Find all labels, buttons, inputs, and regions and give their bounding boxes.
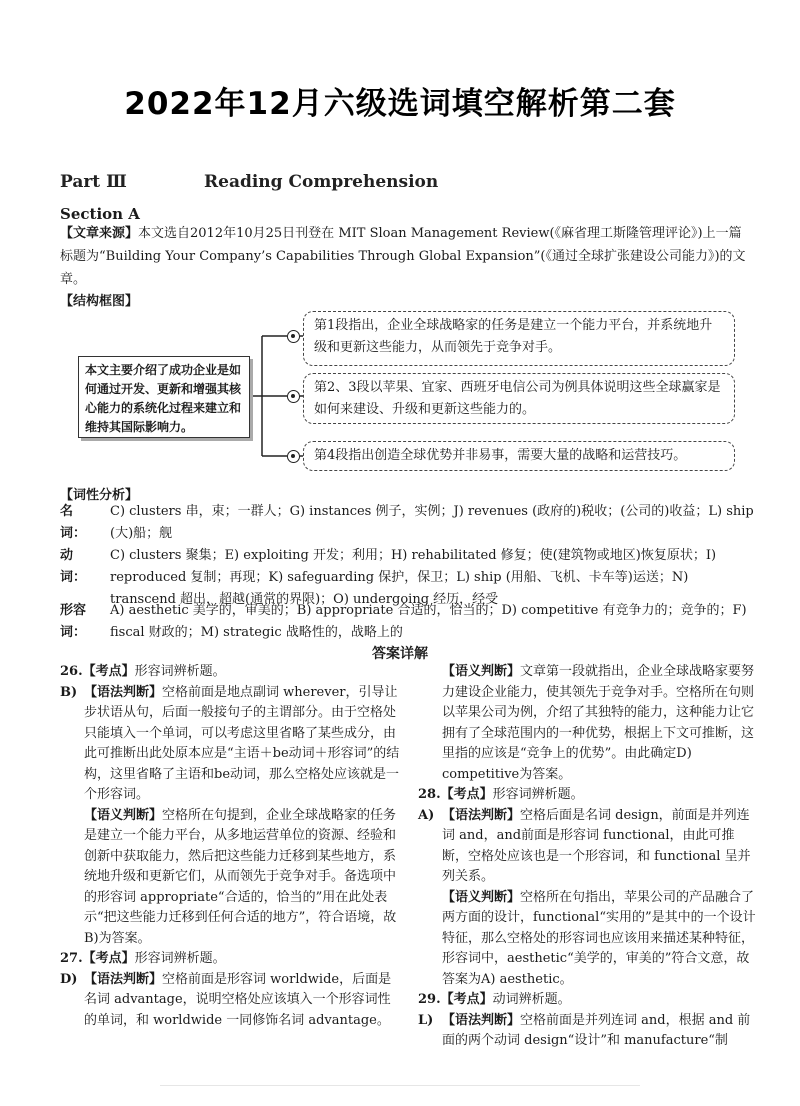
q26-kd-text: 形容词辨析题。 — [134, 664, 226, 679]
structure-branch-2: 第2、3段以苹果、宜家、西班牙电信公司为例具体说明这些全球赢家是如何来建设、升级和更新这些能力的。 — [303, 373, 735, 424]
answers-heading: 答案详解 — [372, 646, 428, 662]
bullet-icon — [287, 390, 300, 403]
pos-adj-text: A) aesthetic 美学的，审美的；B) appropriate 合适的，恰当的；D) competitive 有竞争力的；竞争的；F) fiscal 财政的；M) strategic 战略性的，战略上的 — [110, 603, 747, 640]
pos-verb-head: 动 词： — [60, 548, 87, 585]
structure-branch-3: 第4段指出创造全球优势并非易事，需要大量的战略和运营技巧。 — [303, 441, 735, 471]
q29-letter: L) — [418, 1012, 434, 1028]
q26-grammar — [60, 683, 400, 806]
source-text: 本文选自2012年10月25日刊登在 MIT Sloan Management Review(《麻省理工斯隆管理评论》)上一篇标题为“Building Your Company’s Capabilities Through Global Expansion”(《通过全球扩张建设公司能力》)的文章。 — [60, 226, 746, 287]
answers-column-left — [60, 662, 400, 1031]
bullet-icon — [287, 450, 300, 463]
q26-grammar-text: 空格前面是地点副词 wherever，引导让步状语从句，后面一般接句子的主谓部分。由于空格处只能填入一个单词，可以考虑这里省略了某些成分，由此可推断出此处原本应是“主语＋be动词＋形容词”的结构，这里省略了主语和be动词，那么空格处应该就是一个形容词。 — [84, 684, 400, 802]
pos-adj-head: 形容词： — [60, 603, 87, 640]
q27-heading — [60, 949, 400, 970]
q28-kd-label: 【考点】 — [440, 787, 493, 802]
q29-heading — [418, 990, 758, 1011]
q28-grammar — [418, 806, 758, 888]
q26-meaning-text: 空格所在句提到，企业全球战略家的任务是建立一个能力平台，从多地运营单位的资源、经验和创新中获取能力，然后把这些能力迁移到某些地方，系统地升级和更新它们，从而领先于竞争对手。备选项中的形容词 appropriate“合适的，恰当的”用在此处表示“把这些能力迁移到任何合适的地方”，符合语境，故B)为答案。 — [84, 807, 397, 946]
q28-letter: A) — [418, 807, 435, 823]
q27-meaning-label: 【语义判断】 — [442, 664, 521, 679]
q27-meaning-text: 文章第一段就指出，企业全球战略家要努力建设企业能力，使其领先于竞争对手。空格所在句则以苹果公司为例，介绍了其独特的能力，这种能力让它拥有了全球范围内的一种优势，根据上下文可推断，这里指的应该是“竞争上的优势”。由此确定D) competitive为答案。 — [442, 664, 755, 782]
footer-divider — [160, 1085, 640, 1086]
pos-noun-head: 名 词： — [60, 504, 87, 541]
q26-meaning — [60, 806, 400, 950]
q27-grammar-label: 【语法判断】 — [84, 971, 163, 987]
q26-meaning-label: 【语义判断】 — [84, 807, 163, 823]
summary-box: 本文主要介绍了成功企业是如何通过开发、更新和增强其核心能力的系统化过程来建立和维持其国际影响力。 — [78, 356, 250, 438]
q26-kd-label: 【考点】 — [82, 664, 135, 679]
pos-noun-text: C) clusters 串，束；一群人；G) instances 例子，实例；J) revenues (政府的)税收；(公司的)收益；L) ship (大)船；舰 — [110, 504, 754, 541]
q27-grammar — [60, 970, 400, 1032]
q28-meaning-text: 空格所在句指出，苹果公司的产品融合了两方面的设计，functional“实用的”是其中的一个设计特征，那么空格处的形容词也应该用来描述某种特征，形容词中，aesthetic“美学的，审美的”符合文意，故答案为A) aesthetic。 — [442, 889, 756, 987]
pos-label: 【词性分析】 — [60, 488, 139, 503]
q29-kd-label: 【考点】 — [440, 992, 493, 1007]
q27-grammar-text: 空格前面是形容词 worldwide，后面是名词 advantage，说明空格处应该填入一个形容词性的单词，和 worldwide 一同修饰名词 advantage。 — [84, 971, 392, 1028]
q29-kd-text: 动词辨析题。 — [492, 992, 571, 1007]
q29-number: 29. — [418, 992, 441, 1007]
structure-branch-1: 第1段指出，企业全球战略家的任务是建立一个能力平台，并系统地升级和更新这些能力，从而领先于竞争对手。 — [303, 311, 735, 366]
q28-grammar-text: 空格后面是名词 design，前面是并列连词 and，and前面是形容词 functional，由此可推断，空格处应该也是一个形容词，和 functional 呈并列关系。 — [442, 807, 751, 884]
q26-number: 26. — [60, 664, 83, 679]
q29-grammar-text: 空格前面是并列连词 and，根据 and 前面的两个动词 design“设计”和 manufacture“制 — [442, 1012, 751, 1048]
pos-adj — [60, 600, 755, 644]
q28-meaning — [418, 888, 758, 991]
part-label: Part Ⅲ — [60, 172, 127, 192]
q26-letter: B) — [60, 684, 78, 700]
pos-verb-text: C) clusters 聚集；E) exploiting 开发；利用；H) rehabilitated 修复；使(建筑物或地区)恢复原状；I) reproduced 复制；再现；K) safeguarding 保护，保卫；L) ship (用船、飞机、卡车等)运送；N) transcend 超出，超越(通常的界限)；O) undergoing 经历，经受 — [110, 548, 717, 607]
q27-kd-label: 【考点】 — [82, 951, 135, 966]
q27-letter: D) — [60, 971, 78, 987]
q28-grammar-label: 【语法判断】 — [442, 807, 521, 823]
pos-noun — [60, 501, 755, 545]
section-heading: Section A — [60, 205, 140, 223]
part-name: Reading Comprehension — [204, 172, 439, 192]
source-label: 【文章来源】 — [60, 226, 139, 241]
q28-kd-text: 形容词辨析题。 — [492, 787, 584, 802]
q27-kd-text: 形容词辨析题。 — [134, 951, 226, 966]
q29-grammar — [418, 1011, 758, 1052]
bullet-icon — [287, 330, 300, 343]
q26-grammar-label: 【语法判断】 — [84, 684, 163, 700]
q27-number: 27. — [60, 951, 83, 966]
q26-heading — [60, 662, 400, 683]
q28-heading — [418, 785, 758, 806]
page-title: 2022年12月六级选词填空解析第二套 — [124, 86, 676, 122]
answers-column-right — [418, 662, 758, 1052]
q28-number: 28. — [418, 787, 441, 802]
q29-grammar-label: 【语法判断】 — [442, 1012, 521, 1028]
structure-label: 【结构框图】 — [60, 294, 139, 309]
q27-meaning — [418, 662, 758, 785]
q28-meaning-label: 【语义判断】 — [442, 889, 521, 905]
